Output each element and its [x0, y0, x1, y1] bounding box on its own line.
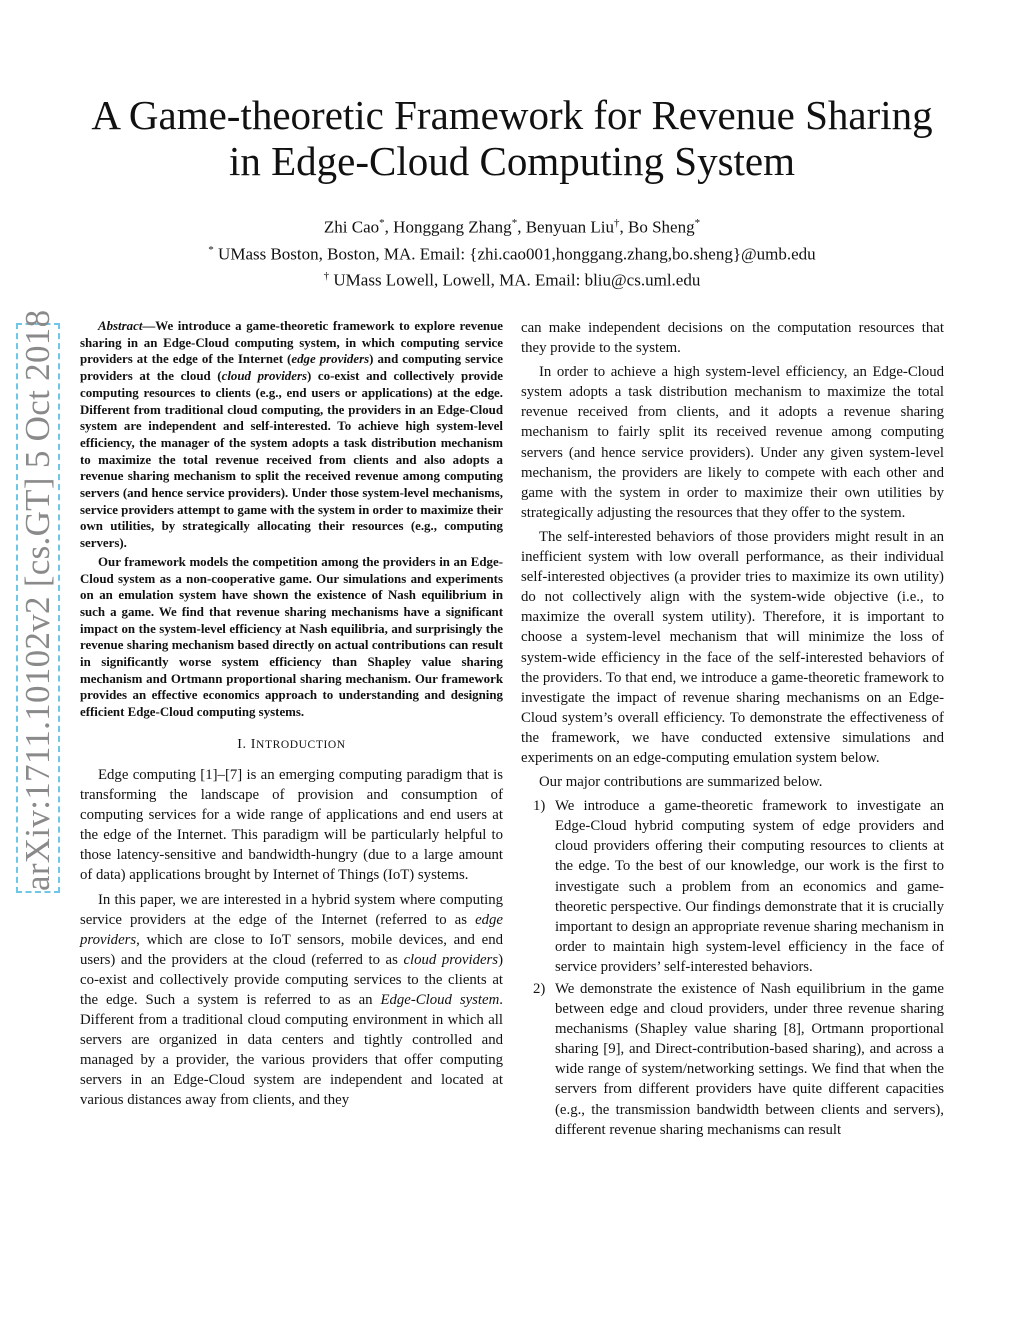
text-run: , which are close to IoT sensors, mobile devices, and end users) and the providers at the cloud (referred to as [80, 931, 503, 968]
author-mark: * [694, 217, 701, 229]
author-name: Zhi Cao [323, 217, 380, 237]
affiliation-line [60, 239, 964, 266]
paper-title: A Game-theoretic Framework for Revenue Sharing in Edge-Cloud Computing System [91, 92, 933, 184]
arxiv-identifier-stamp: arXiv:1711.10102v2 [cs.GT] 5 Oct 2018 [16, 323, 60, 893]
section-title [251, 737, 346, 752]
contribution-text: We demonstrate the existence of Nash equilibrium in the game between edge and cloud providers, under three revenue sharing mechanisms (Shapley value sharing [8], Ortmann proportional sharing [9], and Direct-contribution-based sharing), and across a wide range of system/networking settings. We find that when the servers from different providers have quite different capacities (e.g., the transmission bandwidth between clients and servers), different revenue sharing mechanisms can result [555, 981, 944, 1138]
abstract-paragraph [80, 554, 503, 721]
text-run: We introduce a game-theoretic framework to explore revenue sharing in an Edge-Cloud computing system, in which computing service providers at the edge of the Internet ( [80, 319, 503, 367]
contribution-item [521, 979, 944, 1140]
abstract [80, 318, 503, 721]
text-run: ) and computing service providers at the cloud ( [80, 352, 504, 384]
author-name: Bo Sheng [627, 217, 695, 237]
right-column [521, 318, 944, 1142]
author-block [60, 212, 964, 292]
author-separator: , [619, 217, 628, 237]
text-run: . Different from a traditional cloud computing environment in which all servers are organized in data centers and tightly controlled and managed by a provider, the various providers that offer computing servers in an Edge-Cloud system are independent and located at various distances away from clients, and they [80, 992, 503, 1109]
affiliation-line [60, 265, 964, 292]
emphasized-term: edge providers [80, 911, 503, 948]
introduction-text-left [80, 765, 503, 1111]
emphasized-term: Edge-Cloud system [380, 992, 500, 1008]
body-paragraph: can make independent decisions on the computation resources that they provide to the system. [521, 320, 944, 357]
affiliation-mark: † [323, 270, 330, 283]
affiliation-mark: * [208, 243, 214, 256]
left-column [80, 318, 503, 1115]
emphasized-term: edge providers [291, 352, 370, 367]
author-mark: † [613, 217, 620, 229]
body-paragraph [80, 765, 503, 886]
text-run: Edge computing [1]–[7] is an emerging computing paradigm that is transforming the landscape of provision and consumption of computing services for a wide range of applications and end users at the edge of the Internet. This paradigm will be particularly helpful to those latency-sensitive and bandwidth-hungry (due to a large amount of data) applications brought by Internet of Things (IoT) systems. [80, 766, 503, 884]
contribution-item [521, 796, 944, 977]
affiliation-text: UMass Lowell, Lowell, MA. Email: bliu@cs.uml.edu [333, 270, 701, 290]
introduction-text-right [521, 318, 944, 792]
emphasized-term: cloud providers [221, 369, 307, 384]
contribution-number: 1) [533, 798, 546, 815]
contribution-text: We introduce a game-theoretic framework to investigate an Edge-Cloud hybrid computing system of edge providers and cloud providers offering their computing resources to clients at the edge. To the best of our knowledge, our work is the first to investigate such a problem from an economics and game-theoretic perspective. Our findings demonstrate that it is crucially important to design an appropriate revenue sharing mechanism in order to maintain high system-level efficiency in the face of service providers’ self-interested behaviors. [555, 798, 944, 975]
affiliation-text: UMass Boston, Boston, MA. Email: {zhi.cao001,honggang.zhang,bo.sheng}@umb.edu [218, 244, 816, 264]
text-run: In this paper, we are interested in a hybrid system where computing service providers at the edge of the Internet (referred to as [80, 891, 503, 928]
contributions-list [521, 796, 944, 1140]
abstract-dash: — [142, 319, 156, 333]
section-heading-introduction [80, 735, 503, 755]
body-paragraph: Our major contributions are summarized below. [539, 774, 823, 791]
author-separator: , [384, 217, 394, 237]
author-separator: , [517, 217, 526, 237]
abstract-label: Abstract [98, 319, 143, 333]
author-names [60, 212, 964, 239]
author-name: Benyuan Liu [525, 217, 614, 237]
text-run: Our framework models the competition among the providers in an Edge-Cloud system as a non-cooperative game. Our simulations and experiments on an emulation system have shown the existence of Nash equilibrium in such a game. We find that revenue sharing mechanisms have a significant impact on the system-level efficiency at Nash equilibria, and surprisingly the revenue sharing mechanism based directly on actual contributions can result in significantly worse system efficiency than Shapley value sharing mechanism and Ortmann proportional sharing mechanism. Our framework provides an effective economics approach to understanding and designing efficient Edge-Cloud computing systems. [80, 554, 503, 720]
author-mark: * [511, 217, 518, 229]
abstract-paragraph [80, 318, 503, 552]
contribution-number: 2) [533, 981, 546, 997]
section-title-rest: NTRODUCTION [256, 738, 346, 751]
section-title-initial: I [250, 736, 257, 752]
author-name: Honggang Zhang [393, 217, 512, 237]
text-run: ) co-exist and collectively provide computing resources to clients (e.g., end users or applications) at the edge. Different from traditional cloud computing, the providers in an Edge-Cloud system are independent and self-interested. To achieve high system-level efficiency, the manager of the system adopts a task distribution mechanism to maximize the total revenue received from clients and also adopts a revenue sharing mechanism to split the received revenue among computing servers (and hence service providers). Under those system-level mechanisms, service providers attempt to game with the system in order to maximize their own utilities, by strategically allocating their resources (e.g., computing servers). [80, 369, 503, 551]
author-mark: * [379, 217, 385, 229]
section-number: I. [237, 736, 247, 752]
body-paragraph: In order to achieve a high system-level efficiency, an Edge-Cloud system adopts a task distribution mechanism to maximize the total revenue received from clients, and it adopts a revenue sharing mechanism to fairly split its received revenue among computing servers (and hence service providers). Under any given system-level mechanism, the providers are likely to compete with each other and game with the system in order to maximize their own utilities by strategically adjusting the resources that they offer to the system. [521, 364, 944, 521]
body-paragraph: The self-interested behaviors of those providers might result in an inefficient system with low overall performance, as their individual self-interested objectives (a provider tries to maximize its own utility) do not collectively align with the system-wide objective (i.e., to maximize the overall system utility). Therefore, it is important to choose a system-level mechanism that will minimize the loss of system-wide efficiency in the face of the self-interested behaviors of the providers. To that end, we introduce a game-theoretic framework to investigate the impact of revenue sharing mechanisms on an Edge-Cloud system’s overall efficiency. To demonstrate the effectiveness of the framework, we have conducted extensive simulations and experiments on an edge-computing emulation system below. [521, 528, 944, 766]
body-paragraph [80, 890, 503, 1111]
emphasized-term: cloud providers [403, 951, 499, 968]
text-run: ) co-exist and collectively provide computing services to the clients at the edge. Such a system is referred to as an [80, 951, 503, 1008]
